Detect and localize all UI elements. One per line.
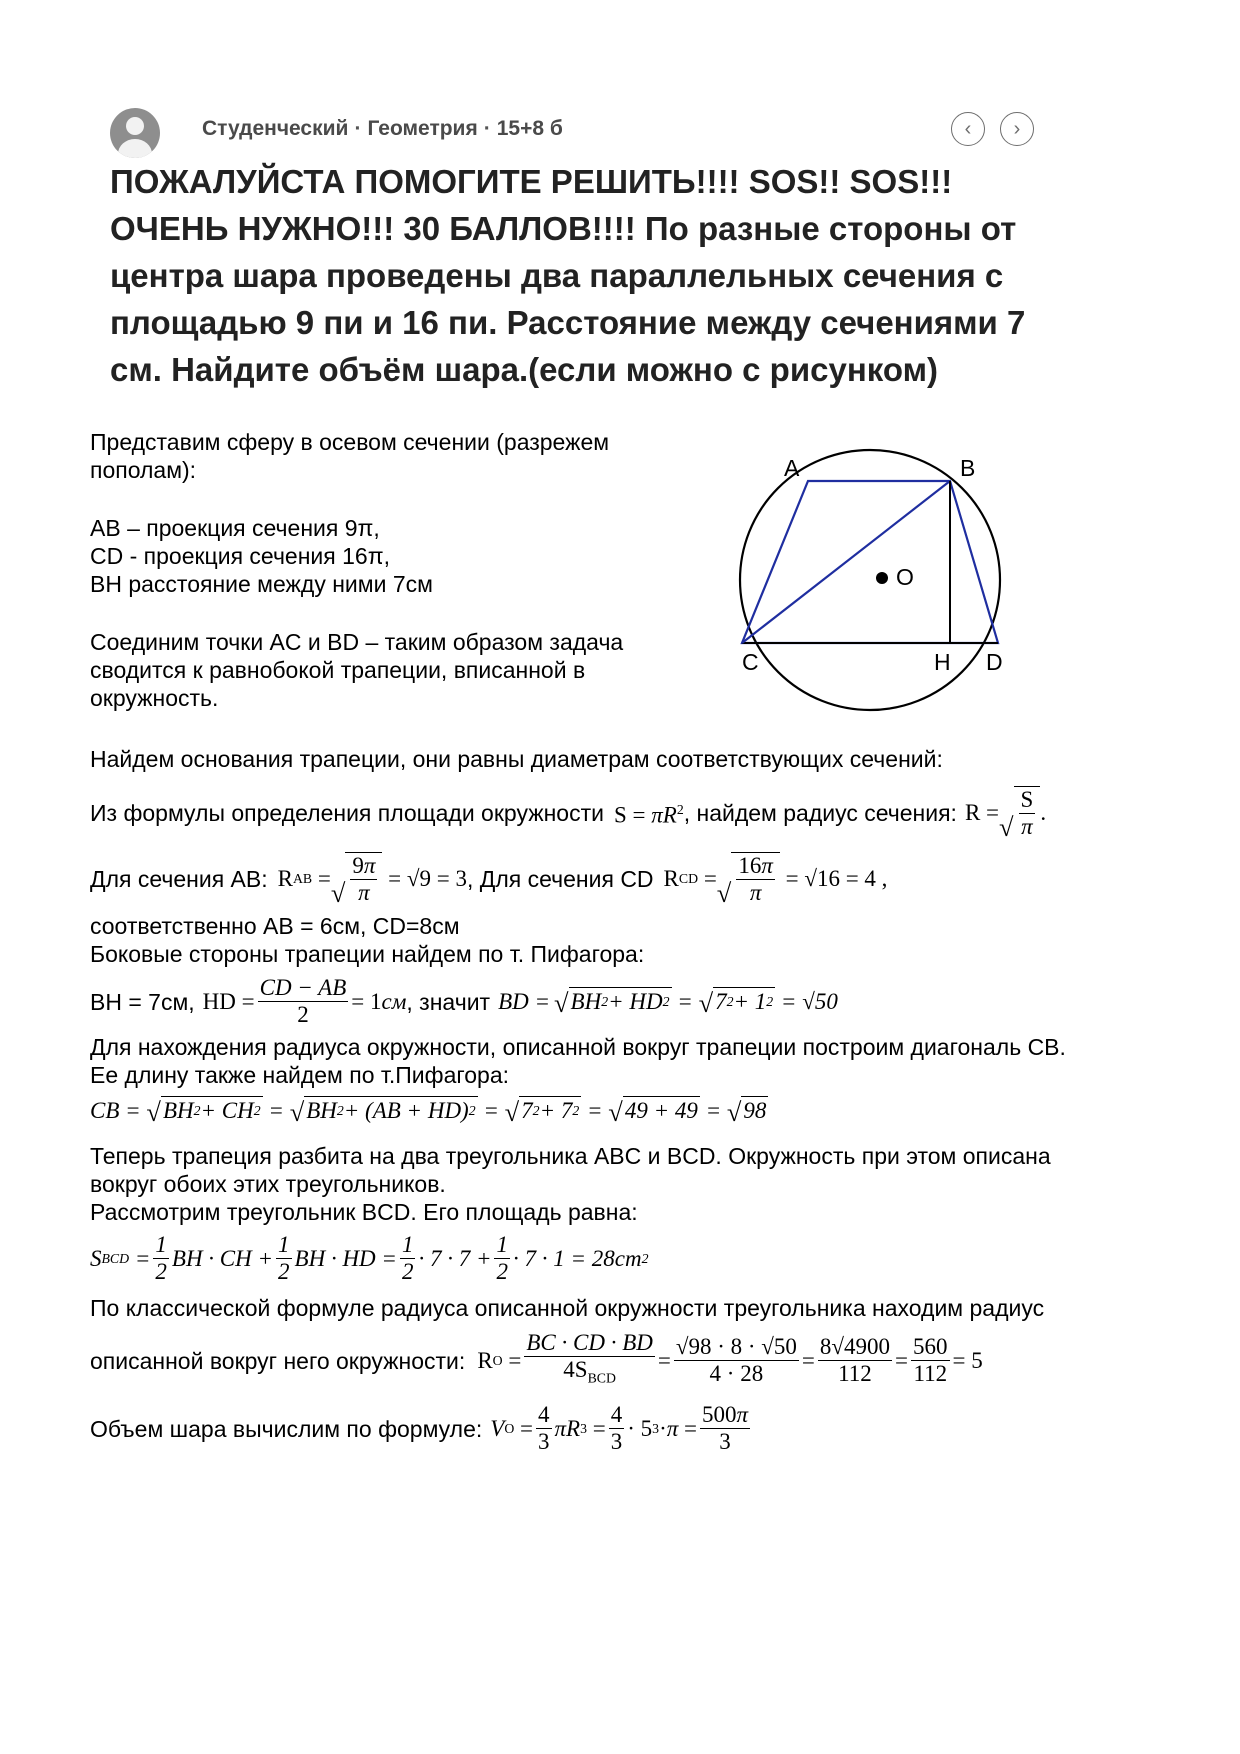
area-formula-math: $S = \pi R^2$ bbox=[613, 802, 684, 828]
avatar[interactable] bbox=[110, 108, 160, 158]
chevron-right-icon: › bbox=[1013, 117, 1021, 140]
label-o: O bbox=[896, 564, 914, 590]
subject-link[interactable]: Геометрия bbox=[367, 117, 478, 140]
hd-formula-math: HD = CD − AB 2 = 1 см bbox=[202, 975, 407, 1027]
diagonal-cb bbox=[742, 481, 950, 643]
label-c: C bbox=[742, 649, 759, 675]
find-bases-line: Найдем основания трапеции, они равны диаметрам соответствующих сечений: bbox=[90, 746, 943, 772]
label-h: H bbox=[934, 649, 951, 675]
trapezoid bbox=[742, 481, 998, 643]
intro-line-2: пополам): bbox=[90, 457, 197, 483]
meta-separator: · bbox=[483, 117, 491, 140]
meta-separator: · bbox=[354, 117, 362, 140]
area-bcd-formula-math: S BCD = 1 2 BH · CH + 1 2 BH · HD = 1 2 · 7 · 7 + 1 2 · 7 · 1 = 28 cm 2 bbox=[90, 1232, 649, 1284]
radius-line-2: Ее длину также найдем по т.Пифагора: bbox=[90, 1062, 510, 1088]
avatar-body-shape bbox=[118, 139, 152, 158]
previous-button[interactable] bbox=[951, 112, 985, 146]
radius-formula-math: R = √ S π . bbox=[964, 787, 1047, 842]
definition-bh: BH расстояние между ними 7см bbox=[90, 571, 433, 597]
circumradius-formula-math: R O = BC · CD · BD $4S_{BCD}$ = √98 · 8 · √50 4 · 28 = 8√4900 112 = 560 112 = 5 bbox=[477, 1330, 983, 1387]
label-d: D bbox=[986, 649, 1003, 675]
circum-line-2: описанной вокруг него окружности: bbox=[90, 1347, 466, 1374]
area-formula-text: Из формулы определения площади окружности bbox=[90, 800, 604, 826]
label-b: B bbox=[960, 455, 976, 481]
category-link[interactable]: Студенческий bbox=[202, 117, 349, 140]
area-bcd-line: Рассмотрим треугольник BCD. Его площадь равна: bbox=[90, 1199, 638, 1225]
bh-hd-line bbox=[90, 975, 838, 1028]
definition-cd: CD - проекция сечения 16π, bbox=[90, 543, 390, 569]
section-cd-text: , Для сечения CD bbox=[467, 866, 654, 892]
label-a: A bbox=[784, 455, 800, 481]
sizes-line: соответственно AB = 6см, CD=8см bbox=[90, 913, 460, 939]
chevron-left-icon: ‹ bbox=[964, 117, 972, 140]
area-formula-mid-text: , найдем радиус сечения: bbox=[683, 800, 957, 826]
sphere-section-figure bbox=[730, 440, 1040, 720]
center-point-o bbox=[876, 572, 888, 584]
radius-ab-math: R AB = √ 9π π = √9 = 3 bbox=[277, 853, 467, 908]
bh-mid-text: , значит bbox=[406, 988, 491, 1015]
section-ab-text: Для сечения AB: bbox=[90, 866, 268, 892]
radius-line-1: Для нахождения радиуса окружности, описанной вокруг трапеции построим диагональ CB. bbox=[90, 1034, 1066, 1060]
connect-line-2: сводится к равнобокой трапеции, вписанной в bbox=[90, 657, 586, 683]
intro-line-1: Представим сферу в осевом сечении (разрежем bbox=[90, 429, 610, 455]
next-button[interactable] bbox=[1000, 112, 1034, 146]
bh-text: BH = 7см, bbox=[90, 988, 195, 1015]
triangles-line-2: вокруг обоих этих треугольников. bbox=[90, 1171, 446, 1197]
volume-text: Объем шара вычислим по формуле: bbox=[90, 1415, 483, 1442]
connect-line-1: Соединим точки AC и BD – таким образом задача bbox=[90, 629, 624, 655]
avatar-head-shape bbox=[126, 117, 144, 135]
triangles-line-1: Теперь трапеция разбита на два треугольника ABC и BCD. Окружность при этом описана bbox=[90, 1143, 1051, 1169]
circum-line-1: По классической формуле радиуса описанной окружности треугольника находим радиус bbox=[90, 1295, 1045, 1321]
volume-line bbox=[90, 1402, 753, 1455]
bd-formula-math: BD = √ BH 2 + HD 2 = √ 7 2 + 1 2 = √50 bbox=[498, 987, 838, 1018]
area-formula-line bbox=[90, 786, 1046, 840]
points-badge: 15+8 б bbox=[496, 117, 563, 140]
pythagoras-line: Боковые стороны трапеции найдем по т. Пифагора: bbox=[90, 941, 645, 967]
cb-formula-math: CB = √ BH 2 + CH 2 = √ BH 2 + (AB + HD) 2 = √ 7 2 + 7 2 = √ 49 + 49 = √ 98 bbox=[90, 1096, 767, 1127]
sphere-circle bbox=[740, 450, 1000, 710]
volume-formula-math: V O = 4 3 πR 3 = 4 3 · 5 3 · π = 500π 3 bbox=[490, 1402, 749, 1454]
connect-line-3: окружность. bbox=[90, 685, 219, 711]
question-text: ПОЖАЛУЙСТА ПОМОГИТЕ РЕШИТЬ!!!! SOS!! SOS!!! ОЧЕНЬ НУЖНО!!! 30 БАЛЛОВ!!!! По разные стороны от центра шара проведены два параллельных сечения с площадью 9 пи и 16 пи. Расстояние между сечениями 7 см. Найдите объём шара.(если можно с рисунком) bbox=[110, 163, 1026, 388]
circumradius-line bbox=[90, 1330, 983, 1392]
section-radii-line bbox=[90, 852, 887, 906]
question-meta bbox=[202, 117, 563, 141]
radius-cd-math: R CD = √ 16π π = √16 = 4 , bbox=[663, 853, 888, 908]
definition-ab: AB – проекция сечения 9π, bbox=[90, 515, 380, 541]
